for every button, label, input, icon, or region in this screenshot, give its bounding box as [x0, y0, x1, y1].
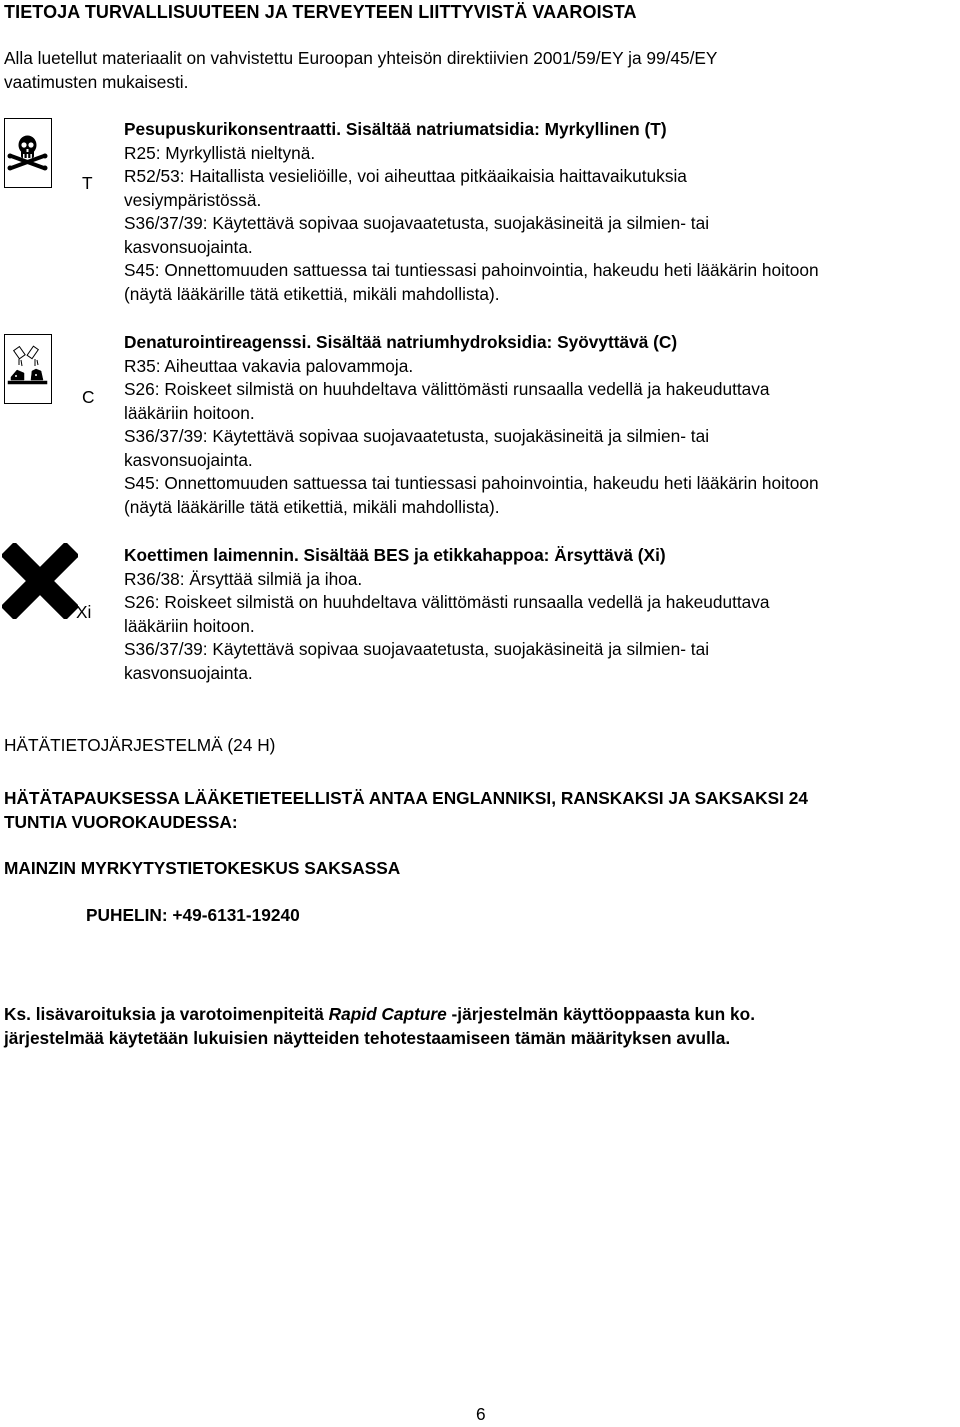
hazard-line: S45: Onnettomuuden sattuessa tai tuntiessasi pahoinvointia, hakeudu heti lääkärin hoitoon [124, 473, 819, 493]
hazard-line: R36/38: Ärsyttää silmiä ja ihoa. [124, 568, 363, 589]
hazard-line: lääkäriin hoitoon. [124, 402, 255, 423]
phone-number: PUHELIN: +49-6131-19240 [86, 905, 300, 925]
hazard-line: S45: Onnettomuuden sattuessa tai tuntiessasi pahoinvointia, hakeudu heti lääkärin hoitoon [124, 260, 819, 280]
footer-text: Ks. lisävaroituksia ja varotoimenpiteitä [4, 1004, 329, 1024]
intro-line: vaatimusten mukaisesti. [4, 71, 189, 92]
irritant-x-cross-icon [2, 543, 78, 619]
hazard-line: vesiympäristössä. [124, 189, 262, 210]
emergency-info-line: TUNTIA VUOROKAUDESSA: [4, 811, 238, 832]
hazard-line: (näytä lääkärille tätä etikettiä, mikäli mahdollista). [124, 283, 500, 304]
poison-center-name: MAINZIN MYRKYTYSTIETOKESKUS SAKSASSA [4, 858, 401, 878]
footer-line: järjestelmää käytetään lukuisien näytteiden tehotestaamiseen tämän määrityksen avulla. [4, 1027, 731, 1048]
footer-text: -järjestelmän käyttöoppaasta kun ko. [446, 1004, 756, 1024]
hazard-letter-xi: Xi [76, 602, 92, 622]
footer-product-name: Rapid Capture [328, 1004, 447, 1024]
hazard-block-toxic [124, 118, 954, 306]
hazard-line: kasvonsuojainta. [124, 662, 253, 683]
hazard-line: S36/37/39: Käytettävä sopivaa suojavaatetusta, suojakäsineitä ja silmien- tai [124, 213, 710, 233]
hazard-line: (näytä lääkärille tätä etikettiä, mikäli mahdollista). [124, 496, 500, 517]
emergency-info [4, 787, 959, 834]
corrosive-icon [4, 334, 52, 404]
emergency-system-heading: HÄTÄTIETOJÄRJESTELMÄ (24 H) [4, 735, 276, 755]
toxic-skull-crossbones-icon [4, 118, 52, 188]
hazard-line: lääkäriin hoitoon. [124, 615, 255, 636]
document-title: TIETOJA TURVALLISUUTEEN JA TERVEYTEEN LIITTYVISTÄ VAAROISTA [4, 2, 637, 22]
hazard-line: kasvonsuojainta. [124, 449, 253, 470]
hazard-line: S26: Roiskeet silmistä on huuhdeltava välittömästi runsaalla vedellä ja hakeuduttava [124, 379, 770, 399]
hazard-line: S26: Roiskeet silmistä on huuhdeltava välittömästi runsaalla vedellä ja hakeuduttava [124, 592, 770, 612]
hazard-block-irritant [124, 544, 954, 685]
hazard-line: R52/53: Haitallista vesieliöille, voi aiheuttaa pitkäaikaisia haittavaikutuksia [124, 166, 687, 186]
page-number: 6 [476, 1404, 486, 1424]
hazard-line: R25: Myrkyllistä nieltynä. [124, 142, 316, 163]
hazard-heading: Koettimen laimennin. Sisältää BES ja etikkahappoa: Ärsyttävä (Xi) [124, 545, 666, 565]
hazard-line: R35: Aiheuttaa vakavia palovammoja. [124, 355, 414, 376]
hazard-line: S36/37/39: Käytettävä sopivaa suojavaatetusta, suojakäsineitä ja silmien- tai [124, 639, 710, 659]
hazard-line: S36/37/39: Käytettävä sopivaa suojavaatetusta, suojakäsineitä ja silmien- tai [124, 426, 710, 446]
intro-line: Alla luetellut materiaalit on vahvistettu Euroopan yhteisön direktiivien 2001/59/EY ja 99/45/EY [4, 48, 718, 68]
hazard-heading: Denaturointireagenssi. Sisältää natriumhydroksidia: Syövyttävä (C) [124, 332, 678, 352]
emergency-info-line: HÄTÄTAPAUKSESSA LÄÄKETIETEELLISTÄ ANTAA ENGLANNIKSI, RANSKAKSI JA SAKSAKSI 24 [4, 788, 808, 808]
footer-line [4, 1003, 954, 1027]
hazard-block-corrosive [124, 331, 954, 519]
hazard-heading: Pesupuskurikonsentraatti. Sisältää natriumatsidia: Myrkyllinen (T) [124, 119, 667, 139]
hazard-letter-c: C [82, 387, 95, 407]
footer-note [4, 1003, 954, 1050]
hazard-letter-t: T [82, 173, 93, 193]
intro-paragraph [4, 47, 904, 94]
hazard-line: kasvonsuojainta. [124, 236, 253, 257]
